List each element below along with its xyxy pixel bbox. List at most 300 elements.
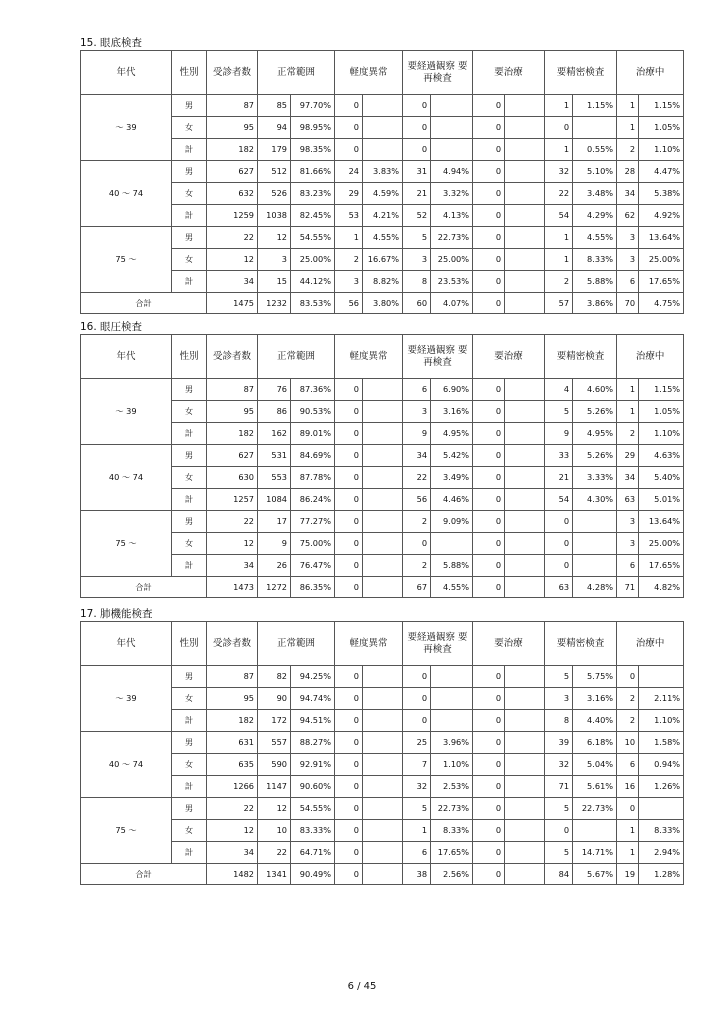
sex-cell: 計 (172, 555, 207, 577)
table-row (81, 710, 684, 732)
value-cell: 39 (545, 732, 573, 754)
value-cell: 63 (617, 489, 639, 511)
value-cell: 0.55% (573, 139, 617, 161)
column-header: 受診者数 (207, 622, 258, 666)
value-cell: 94 (258, 117, 291, 139)
value-cell: 85 (258, 95, 291, 117)
age-group-cell: 75 ～ (81, 227, 172, 293)
total-label: 合計 (81, 577, 207, 598)
value-cell: 16.67% (363, 249, 403, 271)
value-cell (363, 511, 403, 533)
column-header: 治療中 (617, 335, 684, 379)
value-cell: 87 (207, 95, 258, 117)
value-cell: 5.67% (573, 864, 617, 885)
value-cell: 4.95% (431, 423, 473, 445)
value-cell (505, 864, 545, 885)
value-cell: 0 (473, 161, 505, 183)
value-cell: 0 (403, 666, 431, 688)
table-row (81, 445, 684, 467)
value-cell: 87.78% (291, 467, 335, 489)
total-row (81, 864, 684, 885)
value-cell: 1084 (258, 489, 291, 511)
value-cell: 33 (545, 445, 573, 467)
value-cell: 8 (403, 271, 431, 293)
value-cell: 5.75% (573, 666, 617, 688)
value-cell (363, 423, 403, 445)
value-cell (505, 489, 545, 511)
sex-cell: 男 (172, 227, 207, 249)
value-cell: 4.55% (431, 577, 473, 598)
value-cell (505, 379, 545, 401)
table-row (81, 271, 684, 293)
value-cell: 24 (335, 161, 363, 183)
value-cell: 9 (545, 423, 573, 445)
table-row (81, 249, 684, 271)
value-cell: 2.53% (431, 776, 473, 798)
table-row (81, 95, 684, 117)
value-cell (505, 183, 545, 205)
value-cell: 0 (335, 467, 363, 489)
value-cell: 0 (473, 271, 505, 293)
value-cell: 182 (207, 710, 258, 732)
value-cell: 0 (403, 95, 431, 117)
value-cell: 71 (617, 577, 639, 598)
value-cell (363, 555, 403, 577)
value-cell: 3.83% (363, 161, 403, 183)
value-cell: 0 (335, 776, 363, 798)
value-cell: 0 (403, 117, 431, 139)
value-cell: 4.75% (639, 293, 684, 314)
value-cell (431, 666, 473, 688)
value-cell: 4.13% (431, 205, 473, 227)
value-cell: 4.94% (431, 161, 473, 183)
value-cell (505, 754, 545, 776)
sex-cell: 男 (172, 511, 207, 533)
value-cell: 512 (258, 161, 291, 183)
value-cell: 8 (545, 710, 573, 732)
results-table (80, 334, 684, 598)
value-cell: 0 (473, 555, 505, 577)
table-row (81, 666, 684, 688)
value-cell: 0 (473, 489, 505, 511)
value-cell: 38 (403, 864, 431, 885)
sex-cell: 男 (172, 732, 207, 754)
value-cell: 0 (473, 798, 505, 820)
value-cell: 54.55% (291, 227, 335, 249)
value-cell: 6 (403, 379, 431, 401)
value-cell: 531 (258, 445, 291, 467)
value-cell: 4.63% (639, 445, 684, 467)
value-cell: 12 (207, 820, 258, 842)
value-cell: 526 (258, 183, 291, 205)
value-cell: 4.55% (363, 227, 403, 249)
value-cell: 0 (335, 732, 363, 754)
table-row (81, 688, 684, 710)
value-cell: 590 (258, 754, 291, 776)
value-cell: 25.00% (639, 533, 684, 555)
total-label: 合計 (81, 293, 207, 314)
header-row (81, 51, 684, 95)
value-cell: 22 (258, 842, 291, 864)
column-header: 要経過観察 要再検査 (403, 51, 473, 95)
value-cell: 10 (617, 732, 639, 754)
table-row (81, 511, 684, 533)
value-cell: 31 (403, 161, 431, 183)
value-cell: 1.28% (639, 864, 684, 885)
value-cell: 1.15% (573, 95, 617, 117)
value-cell: 1 (617, 379, 639, 401)
value-cell: 94.25% (291, 666, 335, 688)
column-header: 要経過観察 要再検査 (403, 622, 473, 666)
value-cell: 1147 (258, 776, 291, 798)
value-cell: 1 (335, 227, 363, 249)
value-cell (505, 139, 545, 161)
results-table (80, 621, 684, 885)
value-cell: 2 (617, 423, 639, 445)
value-cell: 8.33% (639, 820, 684, 842)
sex-cell: 女 (172, 754, 207, 776)
value-cell: 32 (403, 776, 431, 798)
table-row (81, 379, 684, 401)
value-cell: 25.00% (431, 249, 473, 271)
value-cell: 2.94% (639, 842, 684, 864)
value-cell: 4.07% (431, 293, 473, 314)
value-cell (363, 489, 403, 511)
column-header: 性別 (172, 51, 207, 95)
table-row (81, 842, 684, 864)
value-cell (431, 688, 473, 710)
value-cell: 3 (617, 533, 639, 555)
value-cell: 12 (207, 249, 258, 271)
value-cell: 29 (617, 445, 639, 467)
value-cell: 0 (545, 555, 573, 577)
value-cell (505, 798, 545, 820)
value-cell: 56 (403, 489, 431, 511)
value-cell: 5.42% (431, 445, 473, 467)
table-row (81, 423, 684, 445)
value-cell (431, 533, 473, 555)
value-cell: 0 (473, 710, 505, 732)
value-cell: 0 (473, 205, 505, 227)
section-title: 15. 眼底検査 (80, 37, 143, 49)
value-cell: 6 (617, 754, 639, 776)
value-cell: 630 (207, 467, 258, 489)
value-cell: 1.10% (639, 139, 684, 161)
value-cell: 0 (335, 489, 363, 511)
value-cell: 0 (473, 864, 505, 885)
value-cell: 8.82% (363, 271, 403, 293)
value-cell: 4.29% (573, 205, 617, 227)
value-cell (363, 401, 403, 423)
value-cell: 34 (617, 467, 639, 489)
value-cell: 5 (545, 666, 573, 688)
value-cell: 76.47% (291, 555, 335, 577)
value-cell: 182 (207, 139, 258, 161)
section-lung-function (80, 607, 683, 885)
header-row (81, 622, 684, 666)
value-cell: 95 (207, 401, 258, 423)
value-cell: 94.74% (291, 688, 335, 710)
value-cell: 6 (617, 271, 639, 293)
value-cell: 3.96% (431, 732, 473, 754)
value-cell: 25.00% (639, 249, 684, 271)
age-group-cell: ～ 39 (81, 379, 172, 445)
value-cell (363, 710, 403, 732)
value-cell: 0 (473, 139, 505, 161)
value-cell: 1 (617, 117, 639, 139)
table-row (81, 139, 684, 161)
value-cell: 0 (335, 401, 363, 423)
value-cell: 0 (403, 139, 431, 161)
value-cell (363, 842, 403, 864)
column-header: 要精密検査 (545, 622, 617, 666)
column-header: 要精密検査 (545, 335, 617, 379)
value-cell: 1 (617, 95, 639, 117)
value-cell: 1272 (258, 577, 291, 598)
value-cell: 2 (403, 511, 431, 533)
value-cell: 4.30% (573, 489, 617, 511)
value-cell: 22 (207, 798, 258, 820)
value-cell: 3.49% (431, 467, 473, 489)
total-row (81, 293, 684, 314)
table-row (81, 183, 684, 205)
value-cell: 1341 (258, 864, 291, 885)
value-cell: 22 (545, 183, 573, 205)
value-cell: 1 (403, 820, 431, 842)
value-cell: 2 (617, 710, 639, 732)
value-cell (505, 577, 545, 598)
value-cell: 54 (545, 489, 573, 511)
value-cell: 8.33% (431, 820, 473, 842)
sex-cell: 女 (172, 117, 207, 139)
value-cell: 22 (207, 227, 258, 249)
value-cell (505, 117, 545, 139)
value-cell: 5 (545, 401, 573, 423)
value-cell (431, 117, 473, 139)
value-cell: 90.60% (291, 776, 335, 798)
value-cell: 57 (545, 293, 573, 314)
table-row (81, 555, 684, 577)
value-cell: 76 (258, 379, 291, 401)
value-cell: 32 (545, 161, 573, 183)
column-header: 要精密検査 (545, 51, 617, 95)
value-cell: 5 (545, 842, 573, 864)
value-cell: 22.73% (431, 798, 473, 820)
total-row (81, 577, 684, 598)
value-cell: 0 (473, 467, 505, 489)
value-cell: 84.69% (291, 445, 335, 467)
table-row (81, 489, 684, 511)
value-cell: 34 (207, 271, 258, 293)
column-header: 年代 (81, 335, 172, 379)
value-cell: 5 (403, 227, 431, 249)
age-group-cell: 75 ～ (81, 798, 172, 864)
page-number: 6 / 45 (347, 981, 377, 992)
value-cell: 162 (258, 423, 291, 445)
value-cell: 2.56% (431, 864, 473, 885)
total-label: 合計 (81, 864, 207, 885)
value-cell: 88.27% (291, 732, 335, 754)
value-cell: 0 (335, 511, 363, 533)
sex-cell: 女 (172, 467, 207, 489)
value-cell: 82.45% (291, 205, 335, 227)
value-cell: 5.26% (573, 401, 617, 423)
column-header: 正常範囲 (258, 335, 335, 379)
value-cell: 22.73% (431, 227, 473, 249)
value-cell: 3.33% (573, 467, 617, 489)
value-cell: 5.88% (431, 555, 473, 577)
value-cell: 16 (617, 776, 639, 798)
value-cell: 4.21% (363, 205, 403, 227)
value-cell: 1.10% (639, 423, 684, 445)
value-cell: 83.53% (291, 293, 335, 314)
value-cell: 557 (258, 732, 291, 754)
value-cell: 2 (545, 271, 573, 293)
column-header: 性別 (172, 622, 207, 666)
value-cell: 0 (617, 798, 639, 820)
value-cell: 3.32% (431, 183, 473, 205)
value-cell: 5 (545, 798, 573, 820)
value-cell: 4.92% (639, 205, 684, 227)
value-cell: 1 (617, 401, 639, 423)
value-cell: 4.55% (573, 227, 617, 249)
value-cell: 0 (473, 776, 505, 798)
value-cell: 1.15% (639, 379, 684, 401)
value-cell: 98.95% (291, 117, 335, 139)
value-cell: 627 (207, 445, 258, 467)
value-cell: 17.65% (431, 842, 473, 864)
value-cell (505, 293, 545, 314)
column-header: 治療中 (617, 622, 684, 666)
value-cell: 632 (207, 183, 258, 205)
value-cell (363, 577, 403, 598)
value-cell: 0 (335, 666, 363, 688)
value-cell: 0 (473, 227, 505, 249)
value-cell: 0 (473, 401, 505, 423)
value-cell: 5.04% (573, 754, 617, 776)
sex-cell: 計 (172, 139, 207, 161)
value-cell (363, 117, 403, 139)
value-cell: 5.61% (573, 776, 617, 798)
value-cell: 90 (258, 688, 291, 710)
value-cell: 0 (473, 445, 505, 467)
value-cell: 0 (335, 820, 363, 842)
age-group-cell: 40 ～ 74 (81, 732, 172, 798)
value-cell: 0 (335, 95, 363, 117)
value-cell (505, 842, 545, 864)
value-cell: 9.09% (431, 511, 473, 533)
value-cell: 182 (207, 423, 258, 445)
value-cell: 0 (473, 577, 505, 598)
value-cell: 3.80% (363, 293, 403, 314)
value-cell: 0 (335, 688, 363, 710)
table-row (81, 754, 684, 776)
value-cell: 3 (403, 249, 431, 271)
column-header: 治療中 (617, 51, 684, 95)
value-cell: 12 (207, 533, 258, 555)
value-cell: 3 (403, 401, 431, 423)
value-cell: 1.10% (639, 710, 684, 732)
value-cell: 0 (473, 117, 505, 139)
age-group-cell: ～ 39 (81, 666, 172, 732)
value-cell: 0 (335, 445, 363, 467)
sex-cell: 計 (172, 842, 207, 864)
sex-cell: 計 (172, 271, 207, 293)
sex-cell: 男 (172, 95, 207, 117)
value-cell: 3 (617, 227, 639, 249)
value-cell: 0 (335, 710, 363, 732)
value-cell: 631 (207, 732, 258, 754)
column-header: 性別 (172, 335, 207, 379)
value-cell (363, 820, 403, 842)
value-cell: 75.00% (291, 533, 335, 555)
value-cell: 19 (617, 864, 639, 885)
value-cell: 3 (617, 249, 639, 271)
value-cell: 70 (617, 293, 639, 314)
value-cell: 94.51% (291, 710, 335, 732)
sex-cell: 男 (172, 666, 207, 688)
value-cell: 3 (258, 249, 291, 271)
value-cell: 21 (403, 183, 431, 205)
value-cell: 0 (403, 533, 431, 555)
value-cell: 0 (473, 820, 505, 842)
value-cell (505, 249, 545, 271)
value-cell (505, 776, 545, 798)
value-cell: 12 (258, 798, 291, 820)
value-cell: 64.71% (291, 842, 335, 864)
value-cell: 95 (207, 688, 258, 710)
sex-cell: 計 (172, 710, 207, 732)
value-cell: 4.46% (431, 489, 473, 511)
value-cell: 6 (617, 555, 639, 577)
value-cell: 67 (403, 577, 431, 598)
value-cell: 4.82% (639, 577, 684, 598)
value-cell: 1473 (207, 577, 258, 598)
value-cell: 1 (545, 249, 573, 271)
value-cell: 4.28% (573, 577, 617, 598)
value-cell: 1.15% (639, 95, 684, 117)
value-cell: 627 (207, 161, 258, 183)
value-cell: 5.26% (573, 445, 617, 467)
value-cell: 6.90% (431, 379, 473, 401)
value-cell: 95 (207, 117, 258, 139)
value-cell (505, 555, 545, 577)
value-cell: 5.10% (573, 161, 617, 183)
sex-cell: 女 (172, 249, 207, 271)
value-cell: 63 (545, 577, 573, 598)
value-cell: 0.94% (639, 754, 684, 776)
column-header: 要治療 (473, 335, 545, 379)
value-cell: 0 (403, 710, 431, 732)
value-cell: 0 (473, 754, 505, 776)
value-cell: 92.91% (291, 754, 335, 776)
table-row (81, 776, 684, 798)
table-row (81, 533, 684, 555)
value-cell: 0 (473, 732, 505, 754)
value-cell: 0 (335, 555, 363, 577)
value-cell: 98.35% (291, 139, 335, 161)
value-cell (639, 666, 684, 688)
table-row (81, 732, 684, 754)
header-row (81, 335, 684, 379)
value-cell (363, 467, 403, 489)
value-cell: 0 (473, 249, 505, 271)
value-cell: 1 (545, 95, 573, 117)
value-cell: 3 (617, 511, 639, 533)
value-cell (505, 423, 545, 445)
value-cell: 8.33% (573, 249, 617, 271)
value-cell: 1482 (207, 864, 258, 885)
